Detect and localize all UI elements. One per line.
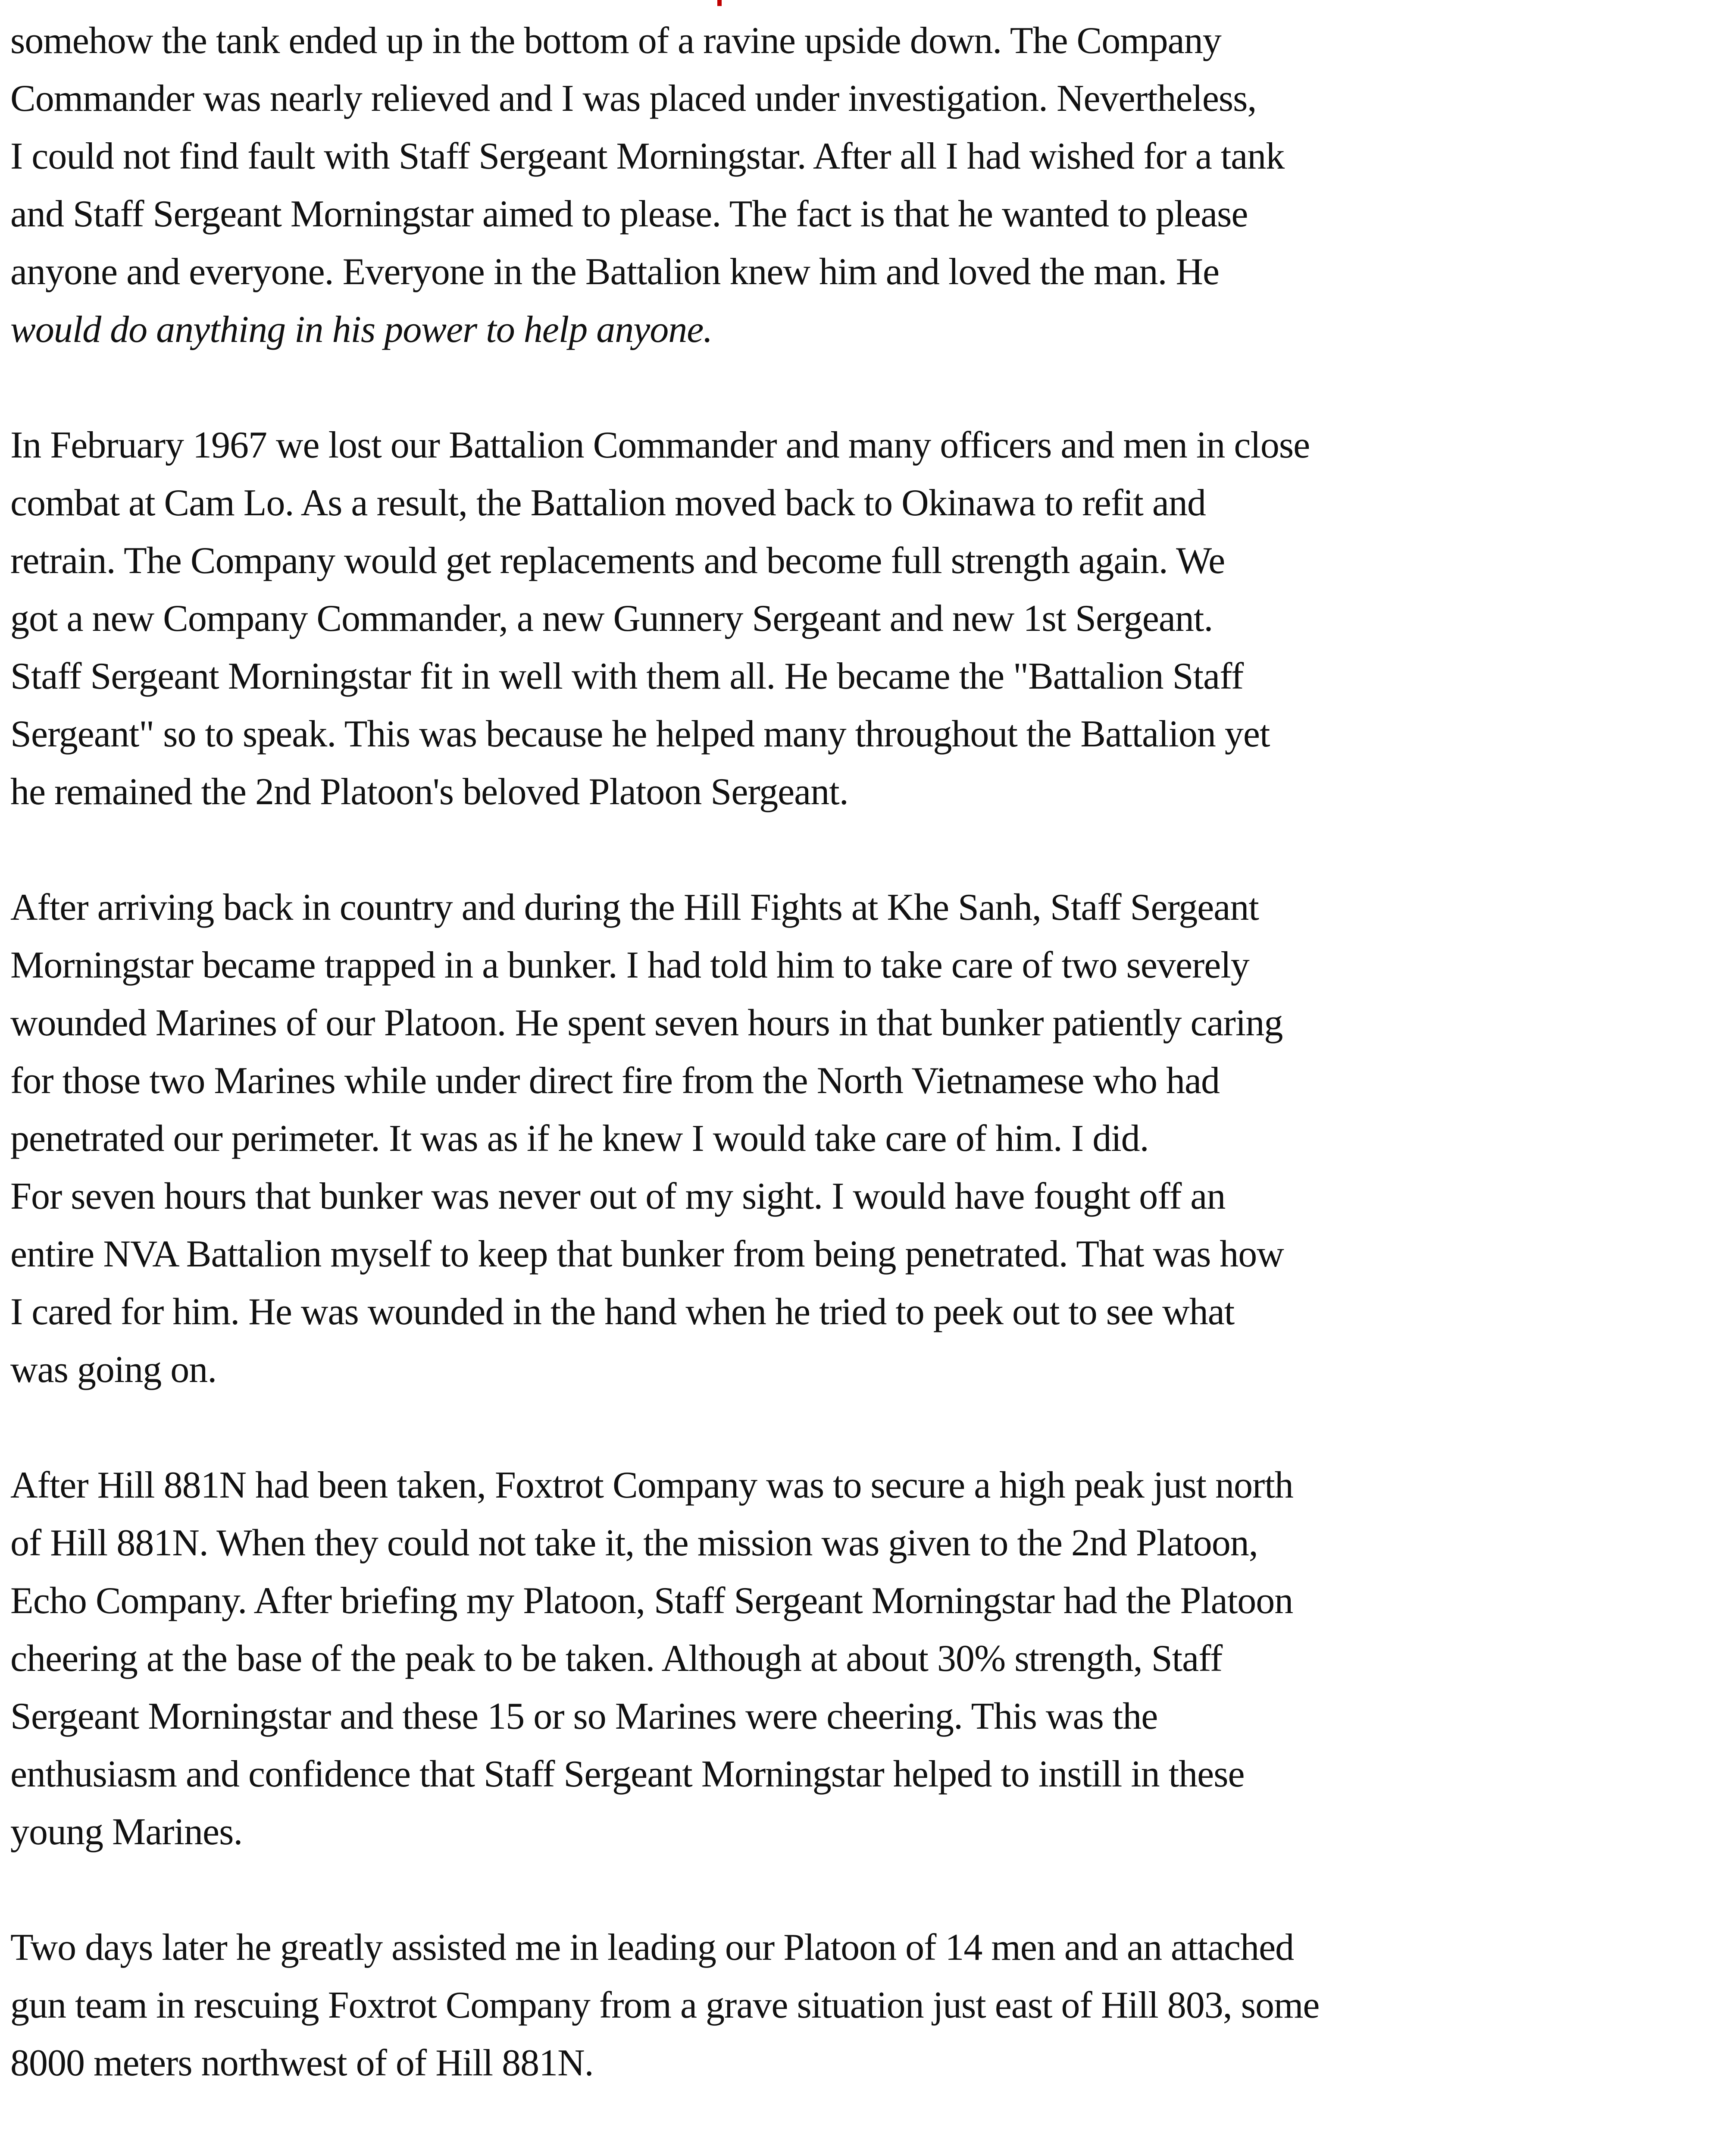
text-line: Sergeant Morningstar and these 15 or so Marines were cheering. This was the [10, 1695, 1158, 1737]
paragraph-tank-incident [10, 12, 1705, 359]
text-line: Staff Sergeant Morningstar fit in well with them all. He became the "Battalion Staff [10, 655, 1244, 697]
text-line: for those two Marines while under direct fire from the North Vietnamese who had [10, 1060, 1220, 1102]
scan-speck [717, 0, 722, 6]
text-line: After Hill 881N had been taken, Foxtrot Company was to secure a high peak just north [10, 1464, 1293, 1506]
text-line: In February 1967 we lost our Battalion Commander and many officers and men in close [10, 424, 1310, 466]
text-line: retrain. The Company would get replacements and become full strength again. We [10, 540, 1225, 582]
text-line: Commander was nearly relieved and I was placed under investigation. Nevertheless, [10, 78, 1257, 119]
text-line: After arriving back in country and during the Hill Fights at Khe Sanh, Staff Sergeant [10, 887, 1259, 928]
paragraph-rescue [10, 1919, 1705, 2092]
text-line: anyone and everyone. Everyone in the Battalion knew him and loved the man. He [10, 251, 1220, 293]
text-line: was going on. [10, 1349, 217, 1391]
text-line: would do anything in his power to help anyone. [10, 309, 713, 351]
text-line: cheering at the base of the peak to be taken. Although at about 30% strength, Staff [10, 1638, 1223, 1680]
text-line: I could not find fault with Staff Sergeant Morningstar. After all I had wished for a tank [10, 135, 1285, 177]
text-line: Echo Company. After briefing my Platoon, Staff Sergeant Morningstar had the Platoon [10, 1580, 1293, 1622]
text-line: Morningstar became trapped in a bunker. I had told him to take care of two severely [10, 944, 1249, 986]
paragraph-weapons-platoon [10, 2150, 1705, 2156]
text-line: enthusiasm and confidence that Staff Sergeant Morningstar helped to instill in these [10, 1753, 1245, 1795]
text-line: somehow the tank ended up in the bottom of a ravine upside down. The Company [10, 20, 1221, 62]
text-line: Two days later he greatly assisted me in leading our Platoon of 14 men and an attached [10, 1927, 1294, 1968]
text-line: of Hill 881N. When they could not take it, the mission was given to the 2nd Platoon, [10, 1522, 1258, 1564]
text-line [10, 2150, 1705, 2156]
paragraph-hill-881n [10, 1457, 1705, 1861]
text-line: entire NVA Battalion myself to keep that bunker from being penetrated. That was how [10, 1233, 1284, 1275]
memoir-text [10, 12, 1705, 2156]
text-line: penetrated our perimeter. It was as if he knew I would take care of him. I did. [10, 1118, 1149, 1159]
text-line: Sergeant" so to speak. This was because he helped many throughout the Battalion yet [10, 713, 1270, 755]
text-line: he remained the 2nd Platoon's beloved Platoon Sergeant. [10, 771, 848, 813]
text-line: For seven hours that bunker was never out of my sight. I would have fought off an [10, 1175, 1226, 1217]
text-line: wounded Marines of our Platoon. He spent seven hours in that bunker patiently caring [10, 1002, 1283, 1044]
text-line: young Marines. [10, 1811, 243, 1853]
text-line: combat at Cam Lo. As a result, the Battalion moved back to Okinawa to refit and [10, 482, 1206, 524]
paragraph-bunker [10, 879, 1705, 1399]
text-line: got a new Company Commander, a new Gunnery Sergeant and new 1st Sergeant. [10, 598, 1213, 639]
text-line: 8000 meters northwest of of Hill 881N. [10, 2042, 594, 2084]
text-line: and Staff Sergeant Morningstar aimed to please. The fact is that he wanted to please [10, 193, 1248, 235]
paragraph-cam-lo [10, 417, 1705, 821]
text-line: gun team in rescuing Foxtrot Company from a grave situation just east of Hill 803, some [10, 1984, 1320, 2026]
text-line: I cared for him. He was wounded in the hand when he tried to peek out to see what [10, 1291, 1235, 1333]
